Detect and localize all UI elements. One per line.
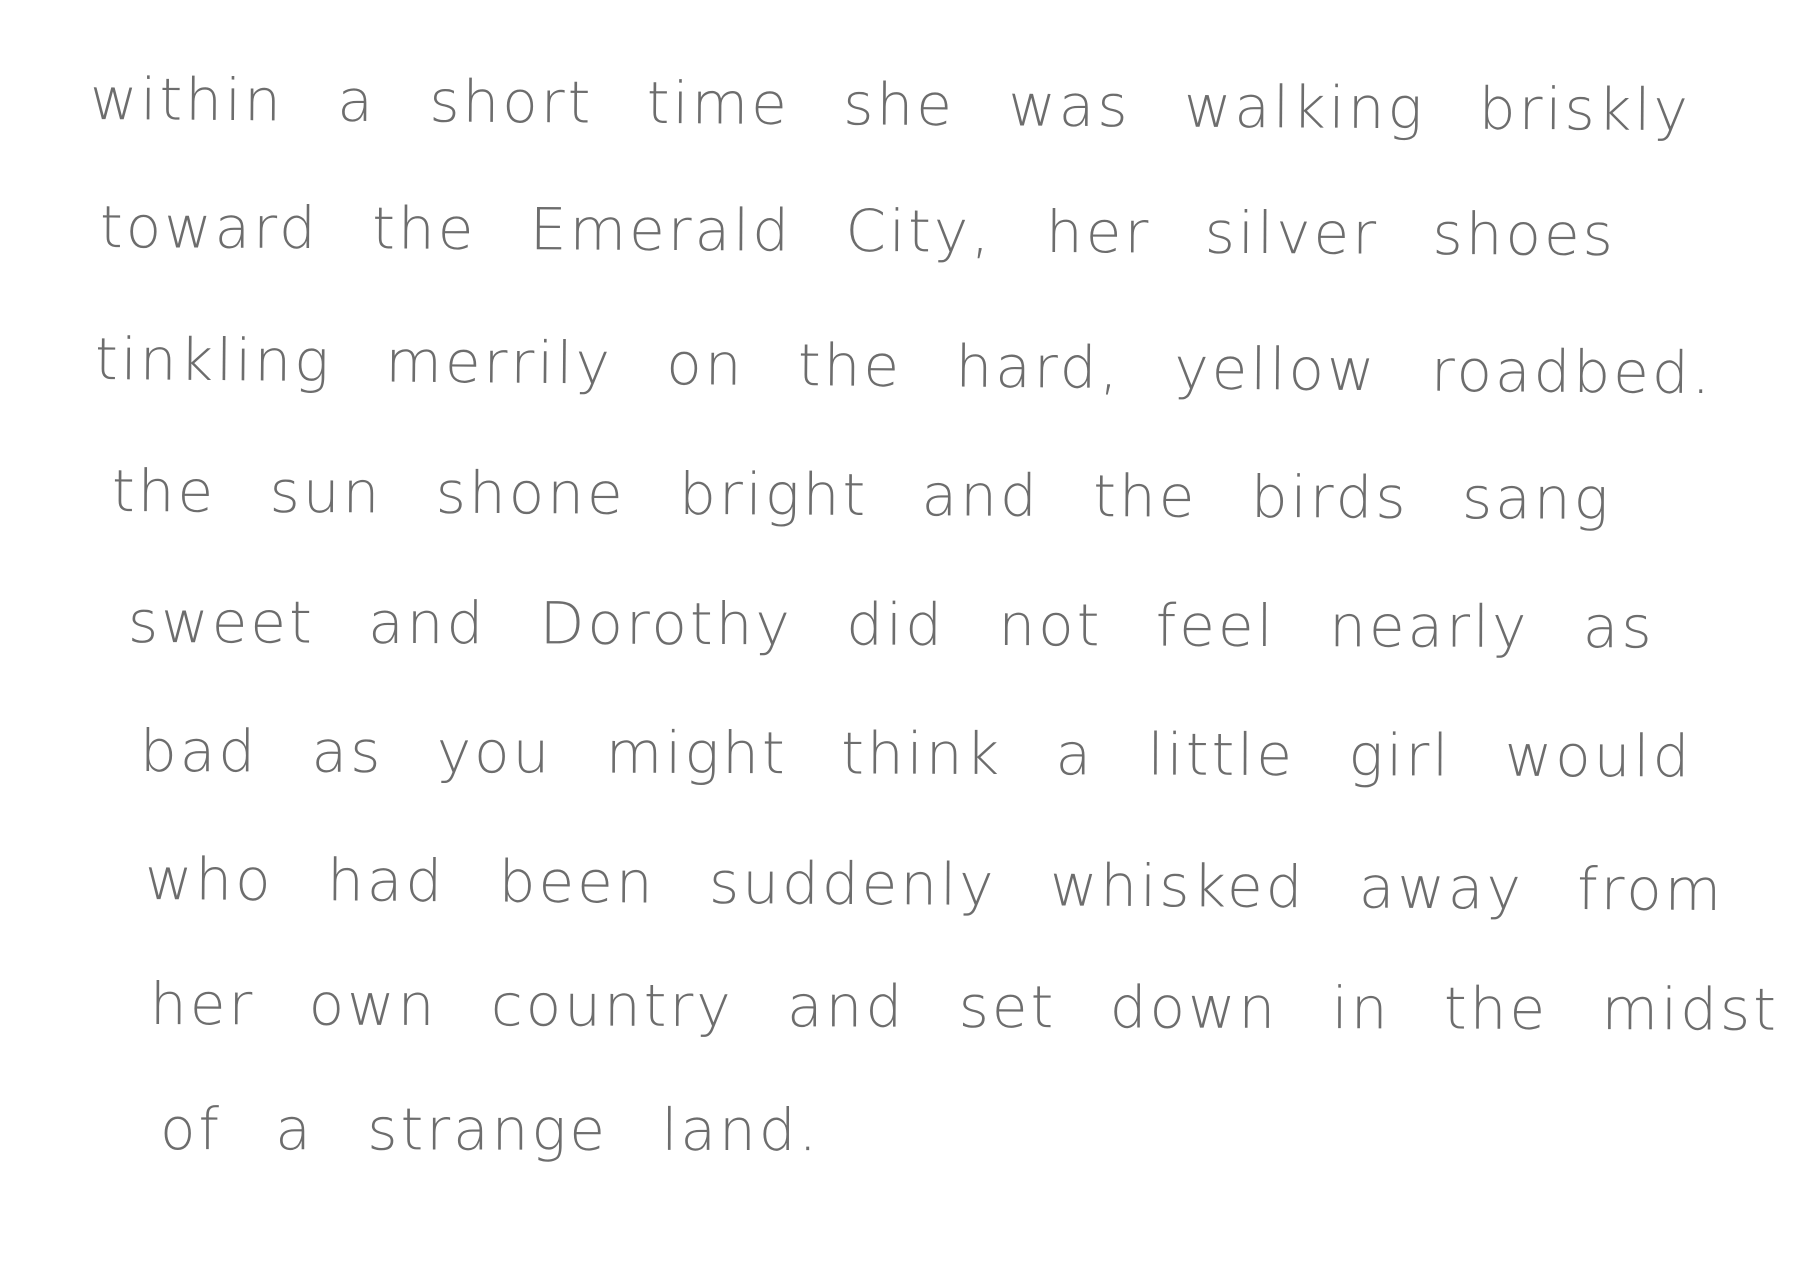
handwritten-line-5: sweet and Dorothy did not feel nearly as [127,588,1655,662]
handwritten-line-6: bad as you might think a little girl would [139,717,1693,791]
handwritten-line-7: who had been suddenly whisked away from [144,845,1725,925]
handwritten-line-8: her own country and set down in the midst [149,970,1780,1044]
handwritten-line-9: of a strange land. [159,1095,821,1165]
handwritten-line-1: within a short time she was walking briskly [89,65,1692,145]
handwritten-line-3: tinkling merrily on the hard, yellow roadbed. [94,325,1714,408]
handwritten-line-4: the sun shone bright and the birds sang [111,457,1612,533]
handwritten-line-2: toward the Emerald City, her silver shoes [99,193,1617,269]
